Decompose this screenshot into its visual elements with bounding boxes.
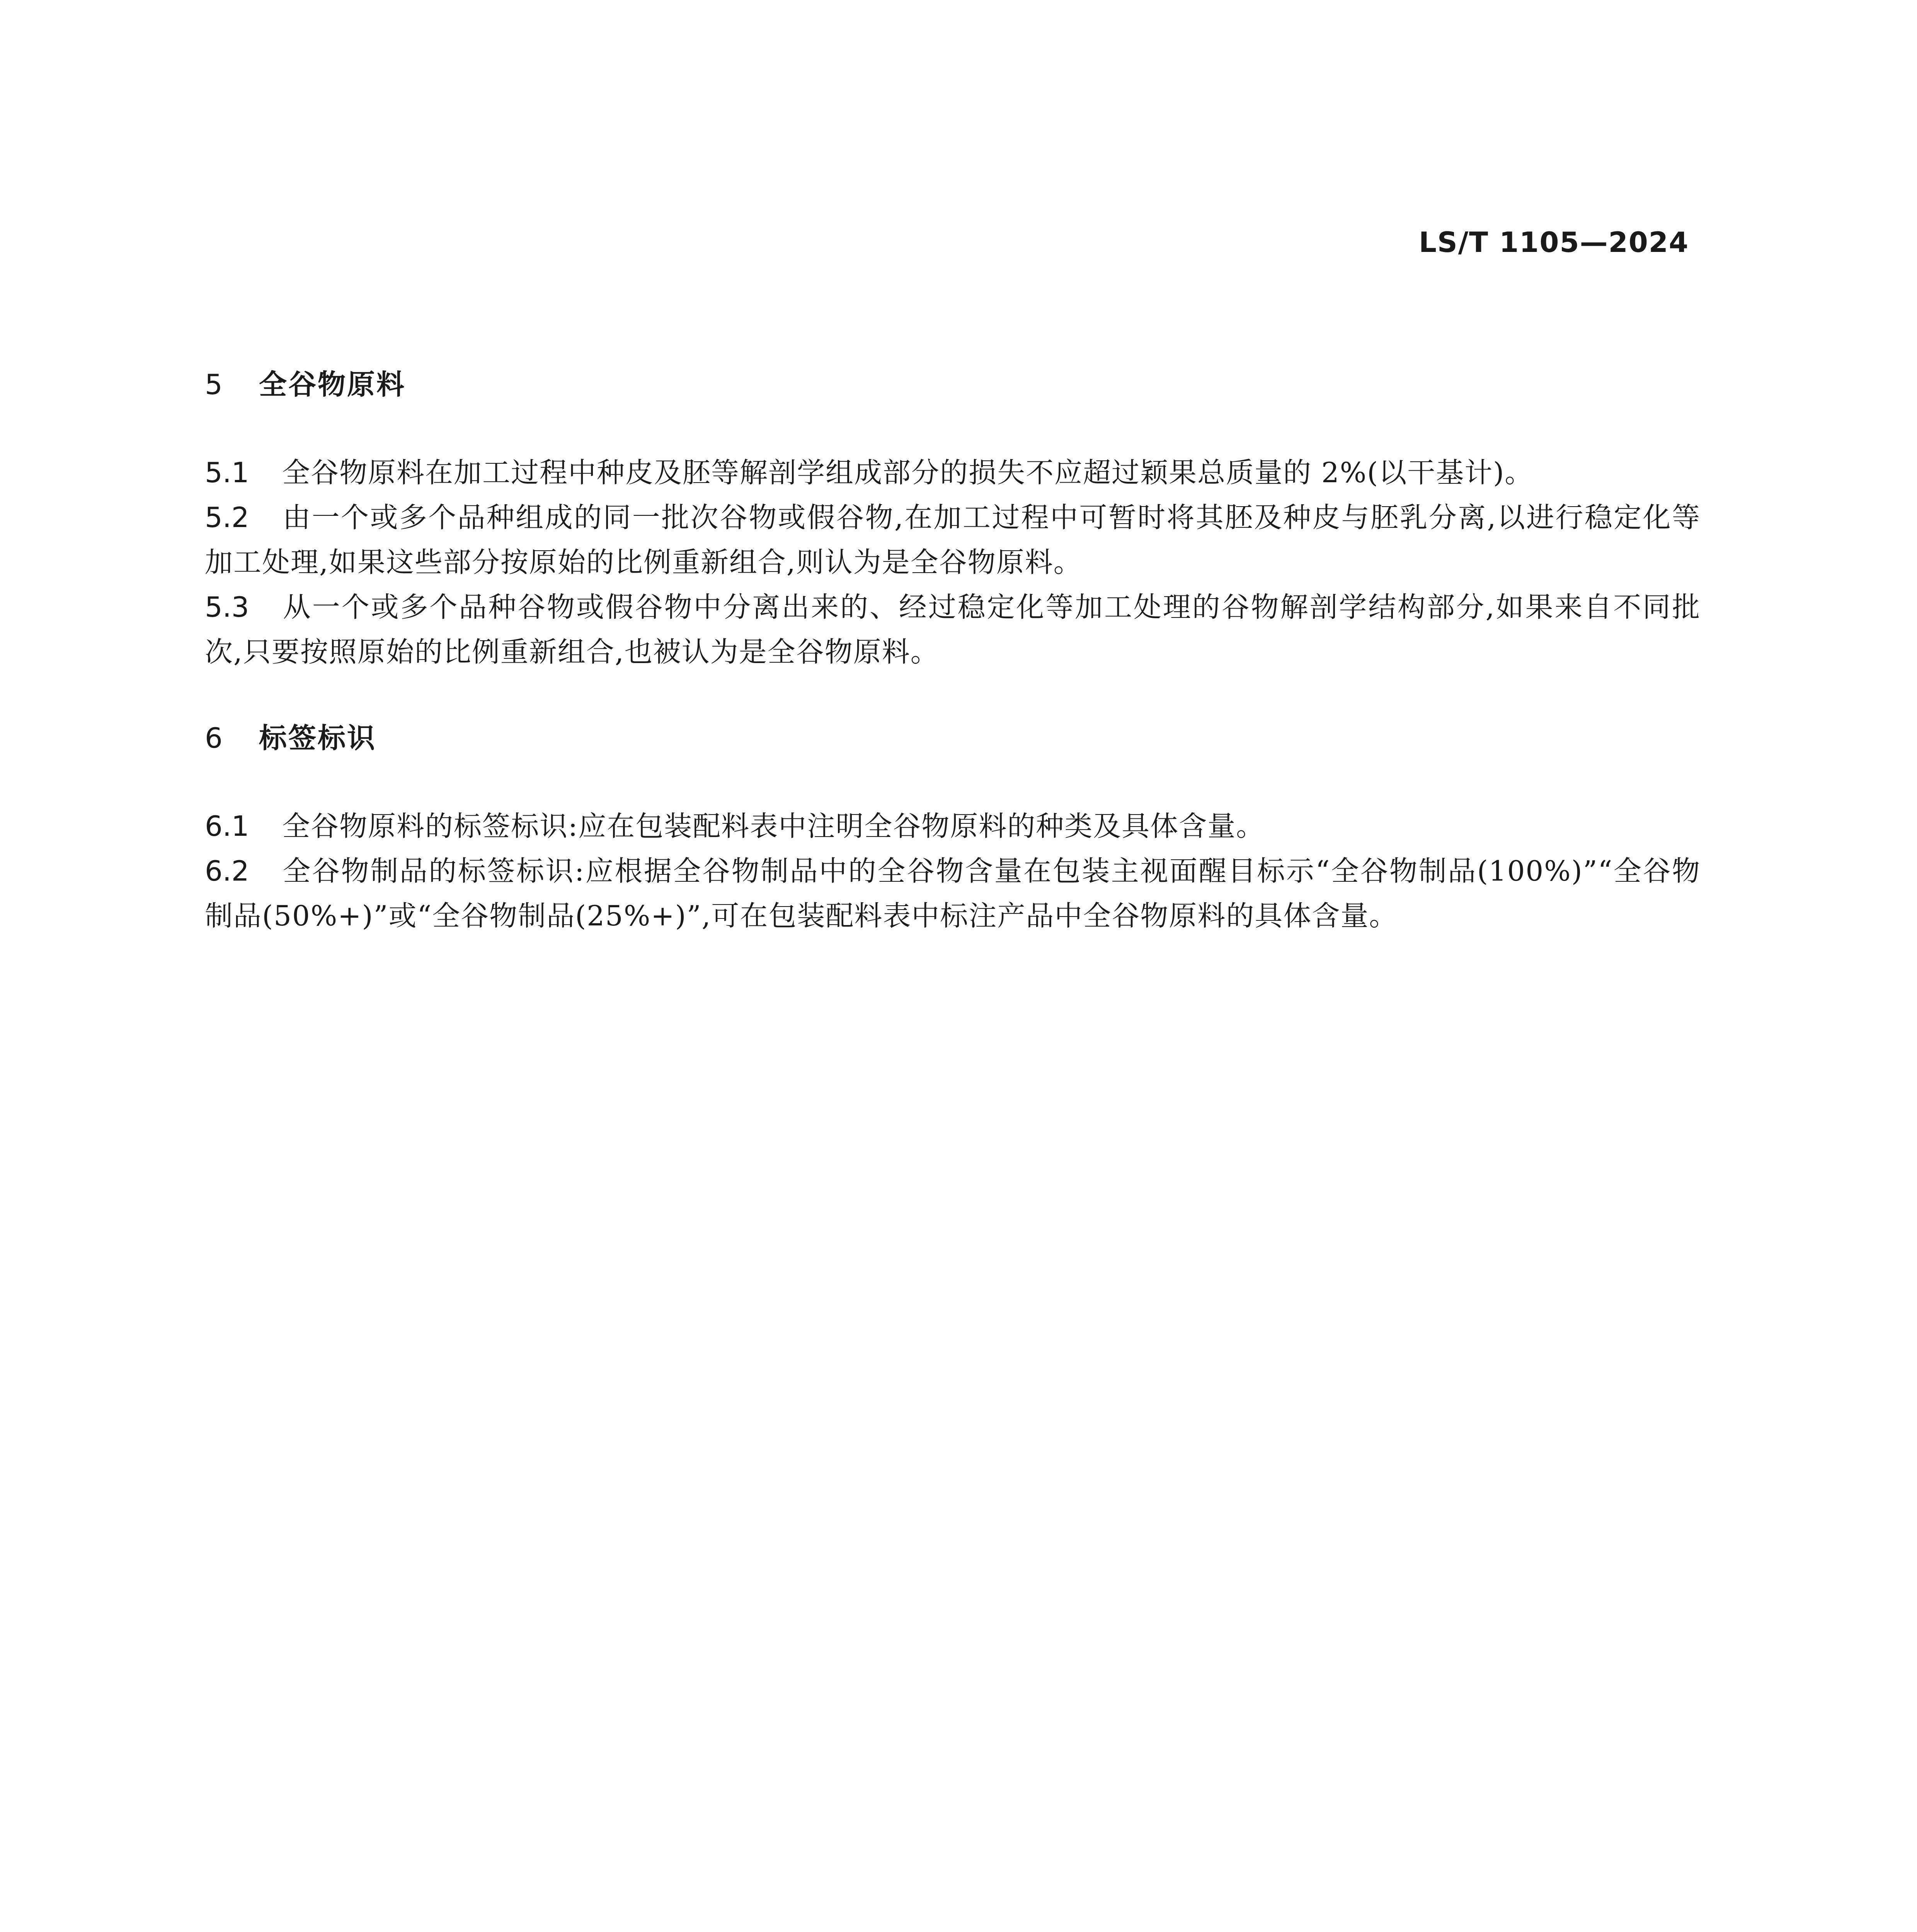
clause-text: 从一个或多个品种谷物或假谷物中分离出来的、经过稳定化等加工处理的谷物解剖学结构部分,如果来自不同批次,只要按照原始的比例重新组合,也被认为是全谷物原料。 [205, 591, 1701, 668]
section-heading-6 [205, 717, 1701, 759]
clause-number: 5.3 [205, 591, 249, 623]
clause-number: 5.1 [205, 456, 249, 489]
clause-5-1 [205, 450, 1701, 495]
section-title: 全谷物原料 [259, 368, 406, 401]
clause-5-3 [205, 585, 1701, 674]
clause-6-2 [205, 849, 1701, 938]
section-heading-5 [205, 363, 1701, 406]
section-title: 标签标识 [259, 722, 377, 754]
clause-text: 全谷物制品的标签标识:应根据全谷物制品中的全谷物含量在包装主视面醒目标示“全谷物制品(100%)”“全谷物制品(50%+)”或“全谷物制品(25%+)”,可在包装配料表中标注产品中全谷物原料的具体含量。 [205, 855, 1701, 932]
clause-number: 6.2 [205, 855, 249, 887]
clause-number: 6.1 [205, 810, 249, 842]
clause-5-2 [205, 495, 1701, 585]
section-spacer [205, 674, 1701, 717]
document-body [205, 363, 1701, 938]
section-number: 6 [205, 722, 223, 754]
standard-code: LS/T 1105—2024 [1419, 226, 1689, 259]
clause-6-1 [205, 804, 1701, 849]
clause-text: 由一个或多个品种组成的同一批次谷物或假谷物,在加工过程中可暂时将其胚及种皮与胚乳分离,以进行稳定化等加工处理,如果这些部分按原始的比例重新组合,则认为是全谷物原料。 [205, 501, 1701, 578]
clause-text: 全谷物原料的标签标识:应在包装配料表中注明全谷物原料的种类及具体含量。 [282, 810, 1265, 842]
clause-number: 5.2 [205, 501, 249, 534]
section-number: 5 [205, 368, 223, 401]
clause-text: 全谷物原料在加工过程中种皮及胚等解剖学组成部分的损失不应超过颖果总质量的 2%(以干基计)。 [282, 456, 1534, 489]
